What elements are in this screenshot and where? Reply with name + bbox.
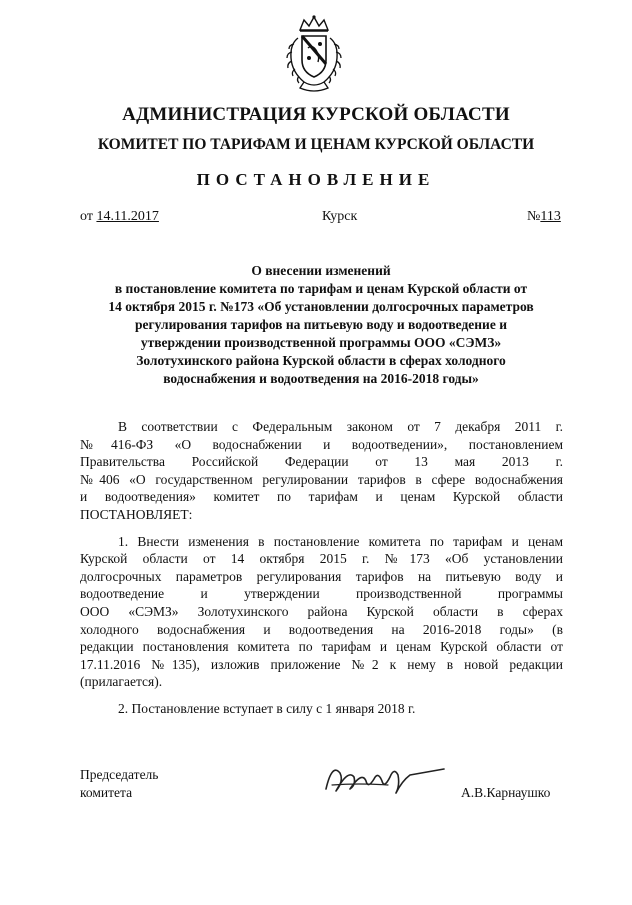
- subject-line: Золотухинского района Курской области в сферах холодного: [136, 353, 506, 368]
- document-date: [80, 209, 159, 225]
- document-number: [527, 209, 561, 225]
- item1-line: водоотведение и утверждении производственной программы: [80, 586, 563, 602]
- coat-of-arms-emblem: [282, 14, 346, 94]
- item1-line: 1. Внести изменения в постановление комитета по тарифам и ценам: [118, 533, 563, 549]
- subject-line: 14 октября 2015 г. №173 «Об установлении долгосрочных параметров: [108, 299, 534, 314]
- document-city: Курск: [322, 209, 358, 224]
- position-line: Председатель: [80, 767, 159, 782]
- subject-line: О внесении изменений: [251, 263, 391, 278]
- number-prefix: №: [527, 209, 541, 224]
- subject-line: регулирования тарифов на питьевую воду и водоотведение и: [135, 317, 507, 332]
- subject-line: в постановление комитета по тарифам и ценам Курской области от: [114, 281, 528, 296]
- document-type: ПОСТАНОВЛЕНИЕ: [196, 170, 436, 189]
- date-value: 14.11.2017: [96, 209, 159, 224]
- number-value: 113: [540, 209, 561, 224]
- preamble-line: ПОСТАНОВЛЯЕТ:: [80, 506, 193, 522]
- position-line: комитета: [80, 784, 133, 800]
- preamble-line: №406 «О государственном регулировании тарифов в сфере водоснабжения: [80, 471, 563, 487]
- subject-line: утверждении производственной программы ООО «СЭМЗ»: [140, 335, 502, 350]
- item1-line: Курской области от 14 октября 2015 г. №173 «Об установлении: [80, 551, 563, 567]
- item1-line: (прилагается).: [80, 674, 163, 690]
- document-subject: [70, 262, 572, 388]
- preamble-line: Правительства Российской Федерации от 13 мая 2013 г.: [80, 454, 563, 470]
- item1-line: холодного водоснабжения и водоотведения на 2016-2018 годы» (в: [80, 621, 563, 637]
- organization-subtitle: КОМИТЕТ ПО ТАРИФАМ И ЦЕНАМ КУРСКОЙ ОБЛАСТИ: [97, 136, 535, 153]
- signatory-name: А.В.Карнаушко: [461, 785, 551, 800]
- item2-line: 2. Постановление вступает в силу с 1 января 2018 г.: [118, 700, 416, 716]
- document-body: [80, 418, 563, 718]
- item1-line: редакции постановления комитета по тарифам и ценам Курской области от: [80, 639, 563, 655]
- item1-line: ООО «СЭМЗ» Золотухинского района Курской области в сферах: [80, 603, 563, 619]
- signatory-position: [80, 766, 158, 801]
- date-prefix: от: [80, 209, 93, 224]
- preamble-line: №416-ФЗ «О водоснабжении и водоотведении», постановлением: [80, 436, 563, 452]
- item1-line: долгосрочных параметров регулирования тарифов на питьевую воду и: [80, 568, 563, 584]
- handwritten-signature: [318, 755, 448, 805]
- preamble-line: В соответствии с Федеральным законом от 7 декабря 2011 г.: [118, 419, 563, 434]
- organization-title: АДМИНИСТРАЦИЯ КУРСКОЙ ОБЛАСТИ: [122, 104, 510, 125]
- item1-line: 17.11.2016 №135), изложив приложение №2 к нему в новой редакции: [80, 656, 563, 672]
- preamble-line: и водоотведения» комитет по тарифам и ценам Курской области: [80, 489, 563, 505]
- subject-line: водоснабжения и водоотведения на 2016-2018 годы»: [163, 371, 479, 386]
